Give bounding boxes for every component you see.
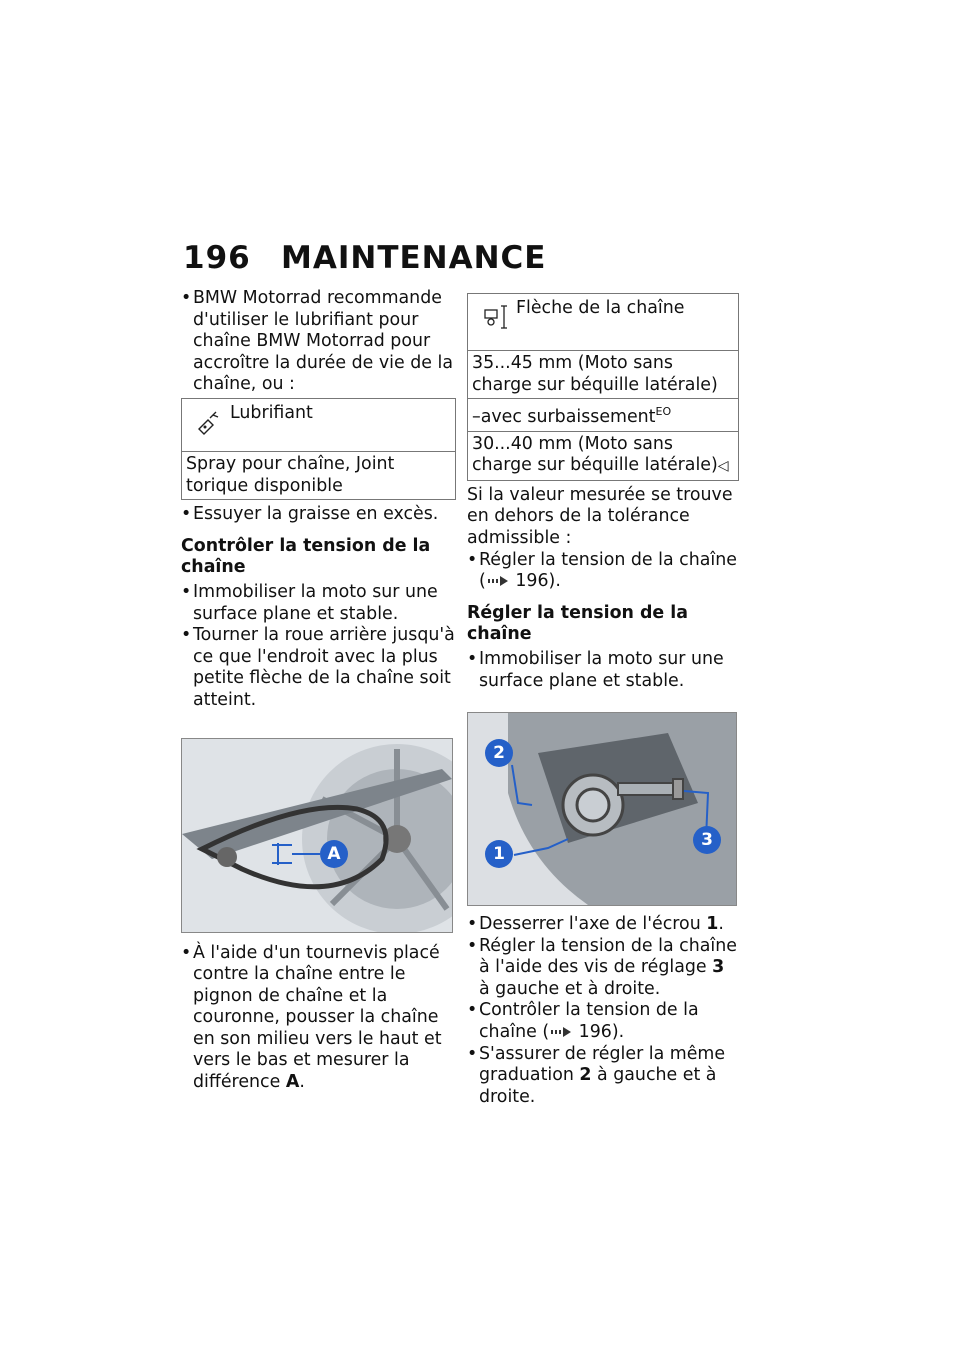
bullet-immobilize-2: • Immobiliser la moto sur une surface plane et stable. bbox=[467, 649, 739, 692]
graduation-text: S'assurer de régler la même graduation bbox=[479, 1043, 726, 1086]
lowered-label-text: –avec surbaissement bbox=[472, 406, 656, 427]
chain-sag-lowered-label bbox=[468, 399, 738, 431]
measure-ref-a: A bbox=[285, 1072, 300, 1093]
right-column bbox=[467, 288, 739, 1108]
check-link-text: Contrôler la tension de la chaîne ( bbox=[479, 1000, 699, 1043]
chain-measure-figure bbox=[181, 738, 453, 933]
bullet-measure-deflection bbox=[181, 943, 456, 1094]
paragraph-out-of-tolerance: Si la valeur mesurée se trouve en dehors de la tolérance admissible : bbox=[467, 484, 733, 548]
loosen-text: Desserrer l'axe de l'écrou bbox=[479, 914, 707, 935]
measure-text: À l'aide d'un tournevis placé contre la chaîne entre le pignon de chaîne et la couronne, pousser la chaîne en son milieu vers le haut et vers le bas et mesurer la différence bbox=[193, 942, 442, 1093]
screws-ref-3: 3 bbox=[712, 957, 725, 978]
page-number: 196 bbox=[183, 240, 251, 276]
bullet-adjust-tension-link bbox=[467, 550, 739, 593]
page-header bbox=[183, 240, 546, 276]
chain-measure-illustration bbox=[182, 739, 452, 932]
left-column bbox=[181, 288, 456, 1094]
callout-a: A bbox=[320, 840, 348, 868]
bullet-adjust-screws bbox=[467, 936, 739, 1001]
callout-3: 3 bbox=[693, 826, 721, 854]
chain-sag-standard: 35...45 mm (Moto sans charge sur béquille latérale) bbox=[468, 351, 738, 399]
loosen-end: . bbox=[718, 914, 724, 935]
lubricant-box bbox=[181, 398, 456, 500]
page-reference-arrow-icon bbox=[549, 1026, 573, 1038]
page-reference-arrow-icon bbox=[486, 575, 510, 587]
bullet-recommend-lube: • BMW Motorrad recommande d'utiliser le lubrifiant pour chaîne BMW Motorrad pour accroître la durée de vie de la chaîne, ou : bbox=[181, 288, 456, 396]
graduation-end: à gauche et à droite. bbox=[479, 1065, 717, 1107]
bullet-same-graduation bbox=[467, 1044, 739, 1109]
loosen-ref-1: 1 bbox=[706, 914, 719, 935]
screws-end: à gauche et à droite. bbox=[479, 978, 661, 999]
adjust-link-page[interactable]: 196 bbox=[515, 571, 549, 592]
check-link-page[interactable]: 196 bbox=[578, 1022, 612, 1043]
lubricant-box-value: Spray pour chaîne, Joint torique disponible bbox=[186, 453, 395, 496]
measure-end: . bbox=[299, 1072, 305, 1093]
bullet-immobilize: • Immobiliser la moto sur une surface plane et stable. bbox=[181, 582, 456, 625]
chain-adjuster-figure bbox=[467, 712, 737, 906]
oil-can-icon bbox=[196, 409, 222, 435]
bullet-loosen-axle bbox=[467, 914, 739, 936]
chain-sag-box-title: Flèche de la chaîne bbox=[516, 298, 685, 318]
callout-1: 1 bbox=[485, 840, 513, 868]
chain-sag-icon bbox=[482, 304, 508, 330]
graduation-ref-2: 2 bbox=[579, 1065, 592, 1086]
option-eo-superscript: EO bbox=[655, 405, 672, 419]
chain-sag-lowered bbox=[468, 432, 738, 480]
screws-text: Régler la tension de la chaîne à l'aide des vis de réglage bbox=[479, 935, 737, 978]
lubricant-box-header bbox=[182, 399, 455, 452]
heading-check-tension: Contrôler la tension de la chaîne bbox=[181, 535, 431, 578]
heading-adjust-tension: Régler la tension de la chaîne bbox=[467, 602, 688, 645]
section-title: MAINTENANCE bbox=[281, 240, 547, 276]
end-marker-icon: ◁ bbox=[717, 458, 729, 475]
chain-sag-spec-box bbox=[467, 293, 739, 481]
callout-2: 2 bbox=[485, 739, 513, 767]
bullet-wipe-grease: • Essuyer la graisse en excès. bbox=[181, 504, 456, 526]
check-link-end: ). bbox=[611, 1022, 625, 1043]
chain-sag-box-header bbox=[468, 294, 738, 351]
lowered-value-text: 30...40 mm (Moto sans charge sur béquille latérale) bbox=[472, 433, 718, 476]
adjust-link-end: ). bbox=[548, 571, 561, 592]
lubricant-box-title: Lubrifiant bbox=[230, 402, 313, 423]
adjust-link-text: Régler la tension de la chaîne ( bbox=[479, 549, 737, 592]
bullet-check-tension-link bbox=[467, 1000, 739, 1043]
bullet-turn-wheel: • Tourner la roue arrière jusqu'à ce que l'endroit avec la plus petite flèche de la chaîne soit atteint. bbox=[181, 625, 456, 711]
